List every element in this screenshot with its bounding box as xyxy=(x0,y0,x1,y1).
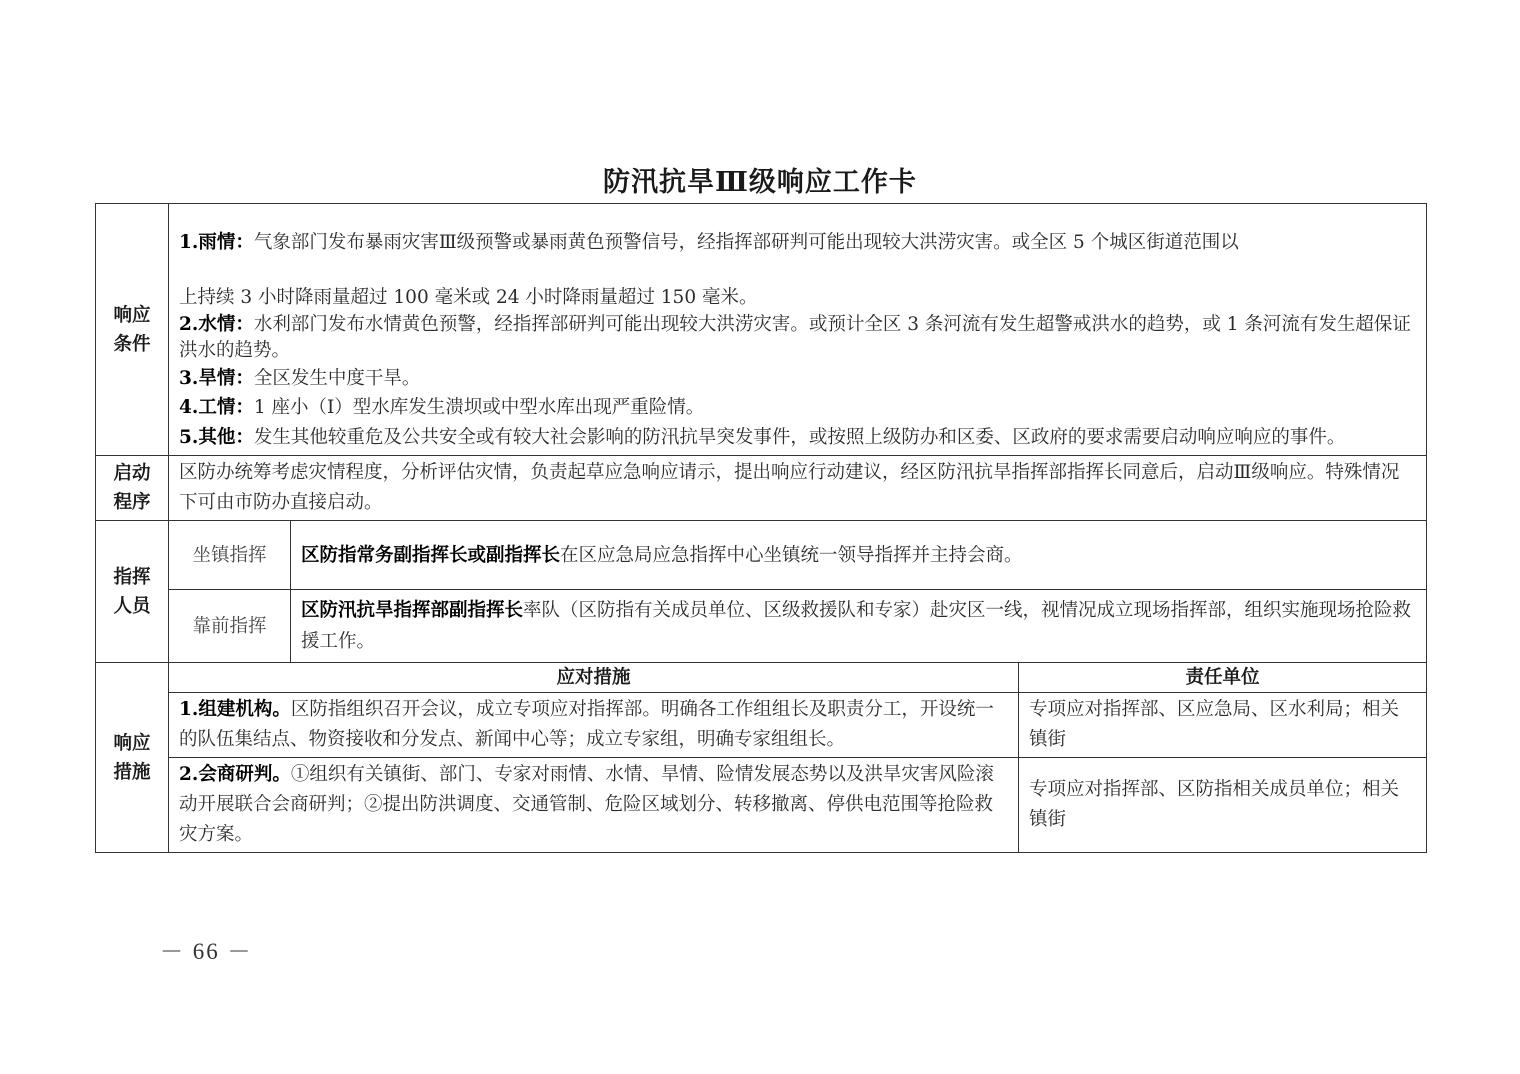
measures-header-label: 响应措施 xyxy=(113,732,151,783)
startup-header xyxy=(96,456,169,521)
condition-water-text: 水利部门发布水情黄色预警，经指挥部研判可能出现较大洪涝灾害。或预计全区 3 条河流有发生超警戒洪水的趋势，或 1 条河流有发生超保证洪水的趋势。 xyxy=(179,314,1411,361)
condition-water xyxy=(179,312,1416,364)
conditions-row xyxy=(96,204,1427,456)
condition-rain-line2: 上持续 3 小时降雨量超过 100 毫米或 24 小时降雨量超过 150 毫米。 xyxy=(179,287,758,308)
measure-item-1-unit: 专项应对指挥部、区应急局、区水利局；相关镇街 xyxy=(1019,693,1427,758)
measure-item-2-label: 2.会商研判。 xyxy=(179,764,291,785)
condition-rain-label: 1.雨情： xyxy=(179,232,254,253)
measures-header xyxy=(96,663,169,853)
measure-row xyxy=(96,758,1427,853)
conditions-header xyxy=(96,204,169,456)
command-front-bold: 区防汛抗旱指挥部副指挥长 xyxy=(301,600,524,621)
condition-other xyxy=(179,422,1416,453)
conditions-header-label: 响应条件 xyxy=(113,304,151,355)
command-seated-label: 坐镇指挥 xyxy=(169,521,291,590)
response-work-card-table xyxy=(95,203,1427,853)
startup-row xyxy=(96,456,1427,521)
startup-content xyxy=(169,456,1427,521)
command-header-label: 指挥人员 xyxy=(113,566,151,617)
condition-drought-label: 3.旱情： xyxy=(179,368,254,389)
measures-header-row xyxy=(96,663,1427,693)
measure-item-1 xyxy=(169,693,1019,758)
condition-rain-line1 xyxy=(179,228,1416,257)
measure-row xyxy=(96,693,1427,758)
command-row-seated xyxy=(96,521,1427,590)
condition-drought-text: 全区发生中度干旱。 xyxy=(253,368,421,389)
startup-text: 区防办统筹考虑灾情程度，分析评估灾情，负责起草应急响应请示，提出响应行动建议，经区防汛抗旱指挥部指挥长同意后，启动Ⅲ级响应。特殊情况下可由市防办直接启动。 xyxy=(179,462,1400,513)
condition-engineering-label: 4.工情： xyxy=(179,397,254,418)
measure-item-2-unit: 专项应对指挥部、区防指相关成员单位；相关镇街 xyxy=(1019,758,1427,853)
condition-other-label: 5.其他： xyxy=(179,427,254,448)
command-seated-bold: 区防指常务副指挥长或副指挥长 xyxy=(301,544,561,566)
command-seated-text: 在区应急局应急指挥中心坐镇统一领导指挥并主持会商。 xyxy=(560,544,1023,566)
condition-engineering-text: 1 座小（Ⅰ）型水库发生溃坝或中型水库出现严重险情。 xyxy=(253,397,705,418)
startup-header-label: 启动程序 xyxy=(113,463,151,513)
command-front-text: 率队（区防指有关成员单位、区级救援队和专家）赴灾区一线，视情况成立现场指挥部，组织实施现场抢险救援工作。 xyxy=(301,600,1412,652)
measure-item-1-label: 1.组建机构。 xyxy=(179,699,291,720)
measure-item-2 xyxy=(169,758,1019,853)
measure-item-1-text: 区防指组织召开会议，成立专项应对指挥部。明确各工作组组长及职责分工，开设统一的队伍集结点、物资接收和分发点、新闻中心等；成立专家组，明确专家组组长。 xyxy=(179,699,994,750)
condition-engineering xyxy=(179,393,1416,422)
condition-rain-text: 气象部门发布暴雨灾害Ⅲ级预警或暴雨黄色预警信号，经指挥部研判可能出现较大洪涝灾害。或全区 5 个城区街道范围以 xyxy=(253,232,1239,253)
conditions-content xyxy=(169,204,1427,456)
command-row-front xyxy=(96,590,1427,663)
command-seated-content xyxy=(291,521,1427,590)
condition-water-label: 2.水情： xyxy=(179,314,254,335)
command-front-content xyxy=(291,590,1427,663)
command-front-label: 靠前指挥 xyxy=(169,590,291,663)
page-title: 防汛抗旱Ⅲ级响应工作卡 xyxy=(603,167,917,198)
measures-col-measure: 应对措施 xyxy=(169,663,1019,693)
measures-col-unit: 责任单位 xyxy=(1019,663,1427,693)
command-header xyxy=(96,521,169,663)
measure-item-2-text: ①组织有关镇街、部门、专家对雨情、水情、旱情、险情发展态势以及洪旱灾害风险滚动开展联合会商研判；②提出防洪调度、交通管制、危险区域划分、转移撤离、停供电范围等抢险救灾方案。 xyxy=(179,764,994,845)
condition-other-text: 发生其他较重危及公共安全或有较大社会影响的防汛抗旱突发事件，或按照上级防办和区委、区政府的要求需要启动响应响应的事件。 xyxy=(253,427,1346,448)
condition-drought xyxy=(179,364,1416,393)
page-number: － 66 － xyxy=(160,939,253,964)
